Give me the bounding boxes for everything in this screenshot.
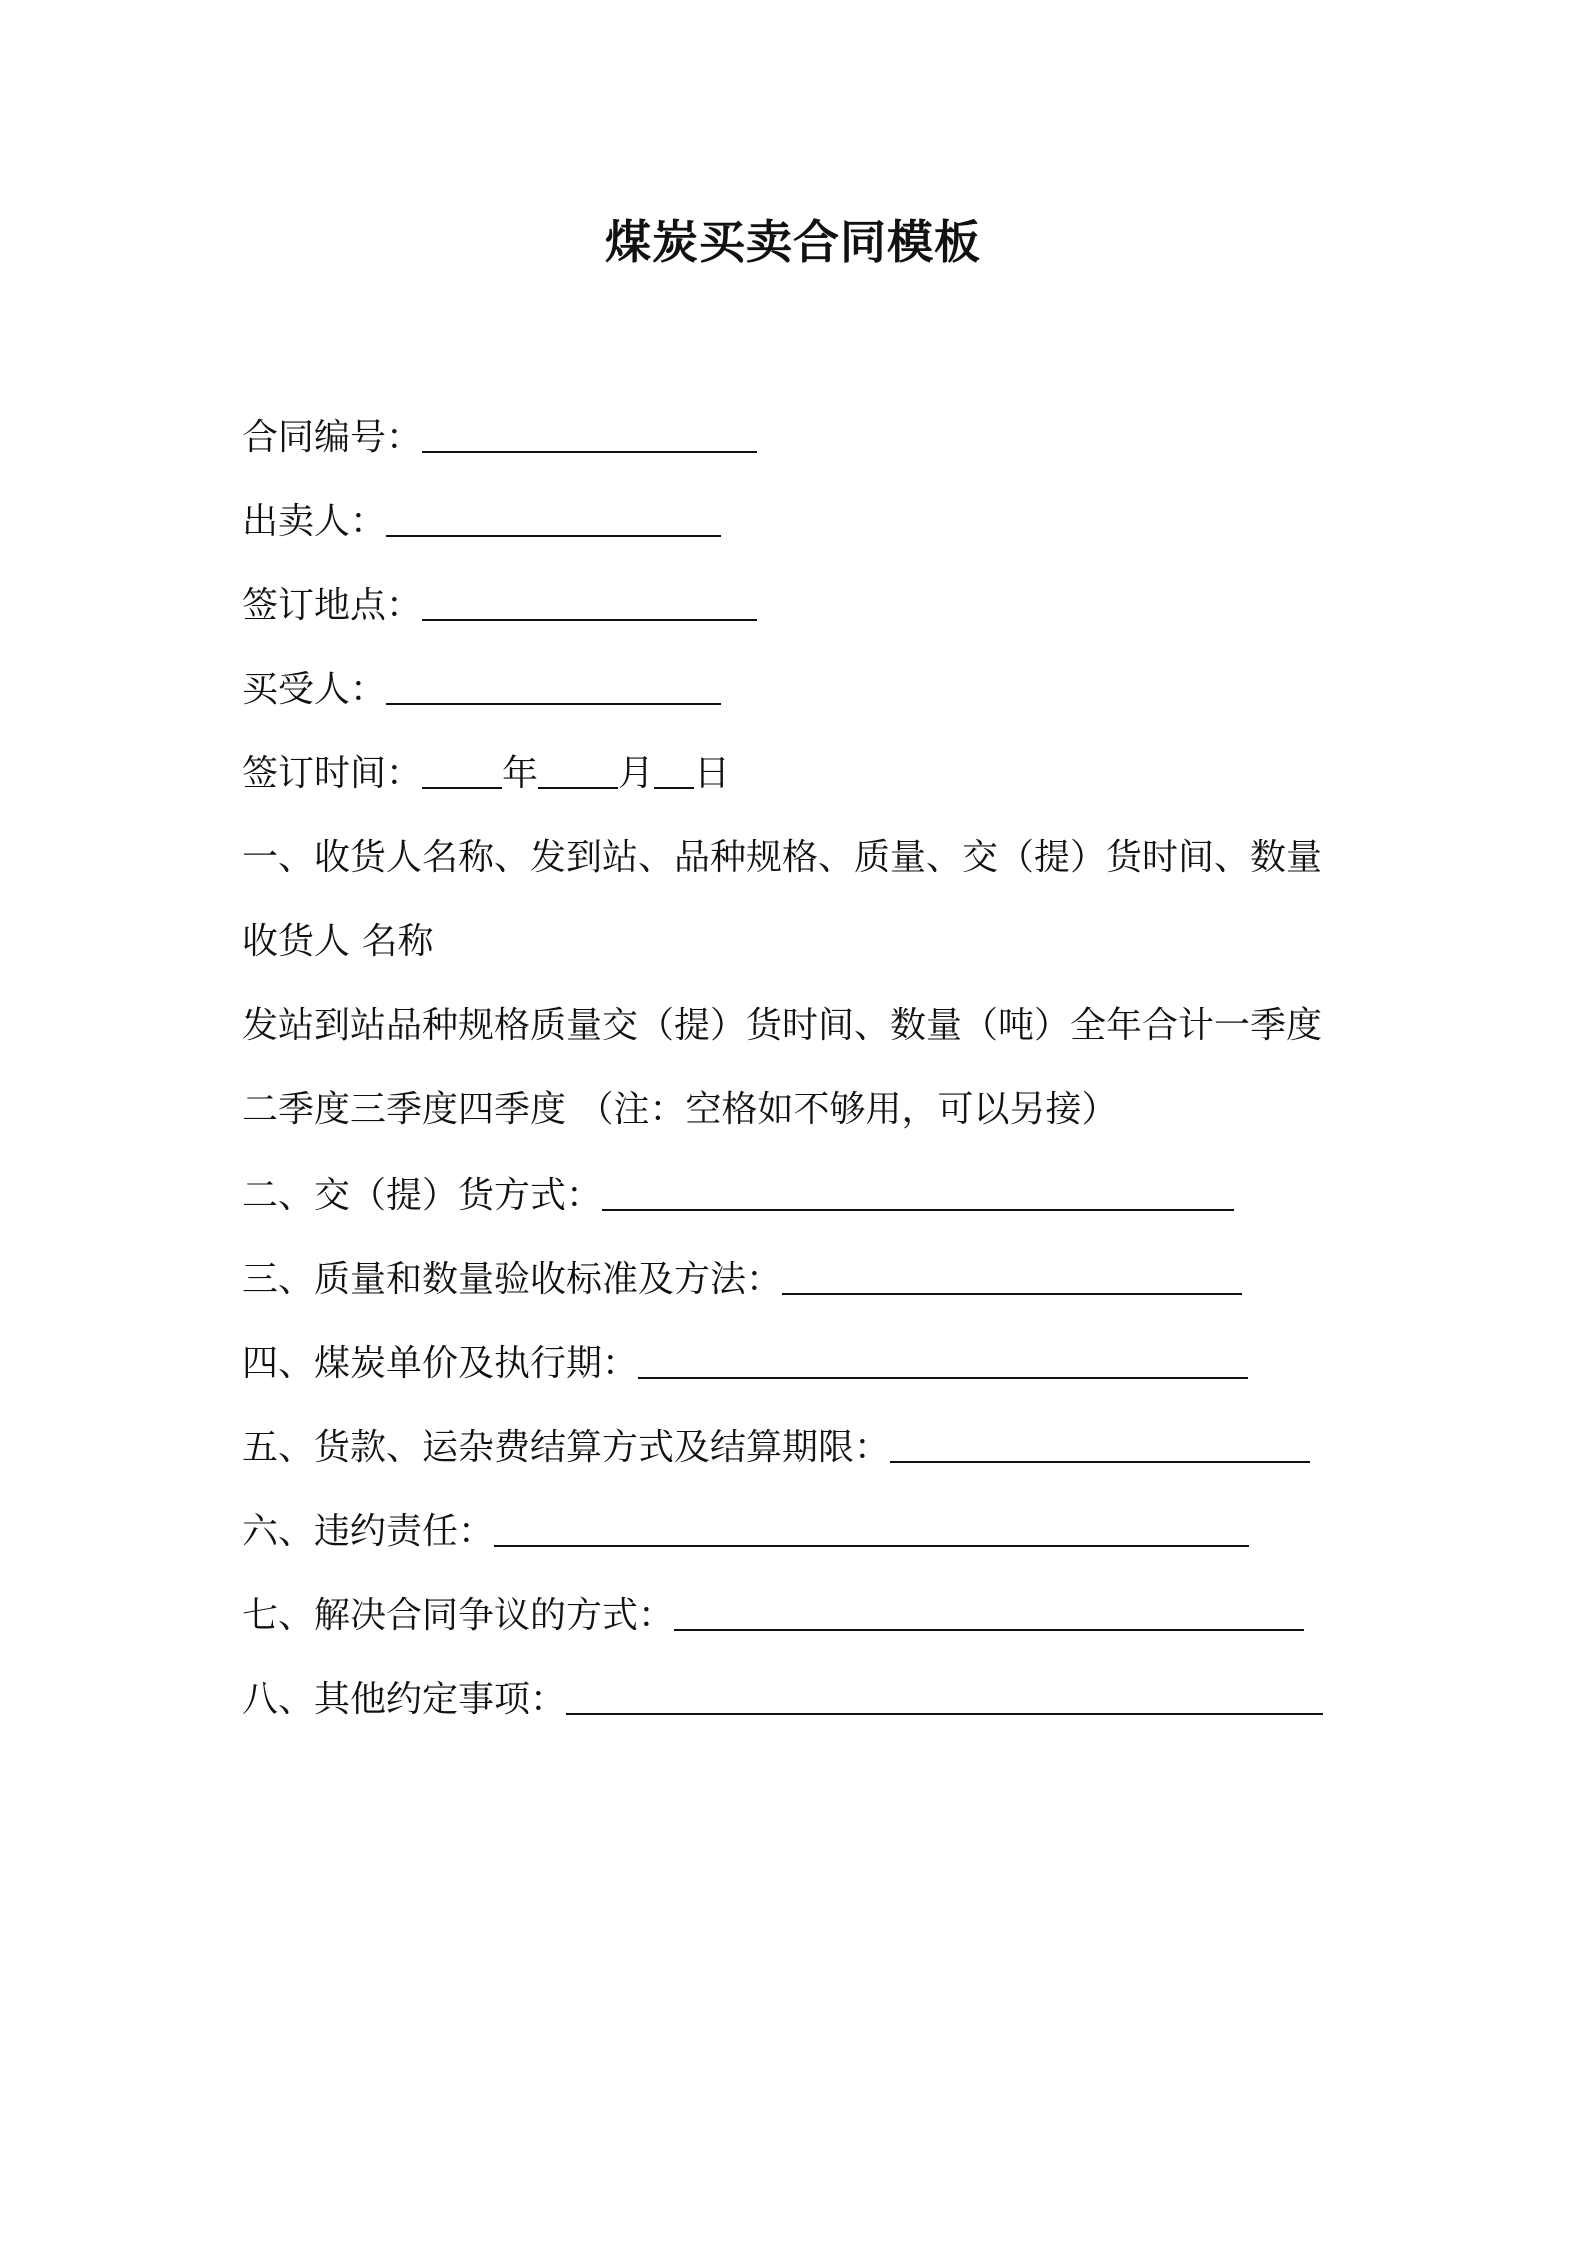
section-5-blank[interactable] [890, 1429, 1310, 1463]
document-title: 煤炭买卖合同模板 [605, 215, 981, 269]
seller-blank[interactable] [386, 503, 721, 537]
seller-label: 出卖人： [242, 501, 387, 542]
section-2-label: 二、交（提）货方式： [242, 1175, 603, 1216]
section-7-blank[interactable] [674, 1597, 1304, 1631]
section-1-line-2: 发站到站品种规格质量交（提）货时间、数量（吨）全年合计一季度 [242, 1005, 1323, 1046]
section-6-line [242, 1508, 1249, 1556]
buyer-line [242, 666, 721, 714]
day-blank[interactable] [654, 755, 694, 789]
section-6-blank[interactable] [494, 1513, 1249, 1547]
section-7-line [242, 1592, 1304, 1640]
section-1-heading: 一、收货人名称、发到站、品种规格、质量、交（提）货时间、数量 [242, 837, 1323, 878]
sign-time-label: 签订时间： [242, 753, 423, 794]
section-5-line [242, 1424, 1310, 1472]
section-4-label: 四、煤炭单价及执行期： [242, 1343, 639, 1384]
section-3-line [242, 1256, 1242, 1304]
month-blank[interactable] [538, 755, 618, 789]
section-4-blank[interactable] [638, 1345, 1248, 1379]
day-label: 日 [694, 753, 731, 794]
sign-place-line [242, 582, 757, 630]
section-2-blank[interactable] [602, 1177, 1234, 1211]
sign-place-blank[interactable] [422, 587, 757, 621]
contract-number-blank[interactable] [422, 419, 757, 453]
section-3-label: 三、质量和数量验收标准及方法： [242, 1259, 783, 1300]
sign-place-label: 签订地点： [242, 585, 423, 626]
section-8-label: 八、其他约定事项： [242, 1679, 567, 1720]
section-5-label: 五、货款、运杂费结算方式及结算期限： [242, 1427, 891, 1468]
buyer-blank[interactable] [386, 671, 721, 705]
section-8-line [242, 1676, 1323, 1724]
sign-time-line [242, 750, 730, 798]
section-1-line-1: 收货人 名称 [242, 921, 434, 962]
section-8-blank[interactable] [566, 1681, 1323, 1715]
month-label: 月 [618, 753, 655, 794]
seller-line [242, 498, 721, 546]
buyer-label: 买受人： [242, 669, 387, 710]
contract-number-line [242, 414, 757, 462]
section-2-line [242, 1172, 1234, 1220]
year-label: 年 [502, 753, 539, 794]
section-7-label: 七、解决合同争议的方式： [242, 1595, 675, 1636]
section-6-label: 六、违约责任： [242, 1511, 495, 1552]
year-blank[interactable] [422, 755, 502, 789]
contract-number-label: 合同编号： [242, 417, 423, 458]
section-4-line [242, 1340, 1248, 1388]
section-3-blank[interactable] [782, 1261, 1242, 1295]
section-1-line-3: 二季度三季度四季度 （注：空格如不够用，可以另接） [242, 1089, 1118, 1130]
